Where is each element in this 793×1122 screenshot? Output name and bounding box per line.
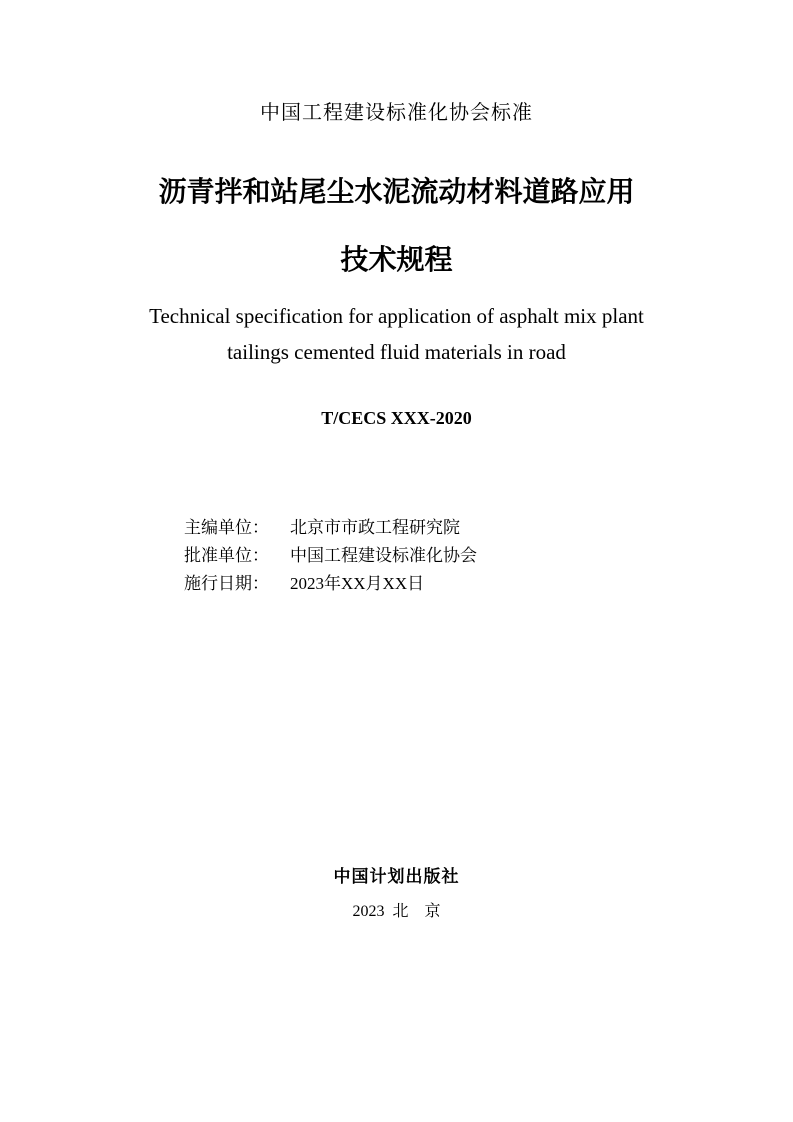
info-row-effective-date bbox=[184, 570, 477, 598]
info-value: 北京市市政工程研究院 bbox=[290, 518, 460, 537]
standard-series-title: 中国工程建设标准化协会标准 bbox=[260, 100, 533, 124]
standard-code: T/CECS XXX-2020 bbox=[321, 408, 472, 428]
info-row-editor bbox=[184, 514, 477, 542]
publisher-name: 中国计划出版社 bbox=[333, 867, 460, 887]
document-title-line-1: 沥青拌和站尾尘水泥流动材料道路应用 bbox=[158, 175, 635, 208]
english-title-line-2: tailings cemented fluid materials in road bbox=[227, 340, 566, 364]
info-row-approver bbox=[184, 542, 477, 570]
publication-place-year: 2023 北 京 bbox=[352, 903, 441, 920]
info-label: 主编单位： bbox=[184, 518, 269, 537]
info-value: 2023年XX月XX日 bbox=[290, 574, 425, 593]
info-label: 批准单位： bbox=[184, 546, 269, 565]
document-title-line-2: 技术规程 bbox=[340, 243, 453, 276]
info-value: 中国工程建设标准化协会 bbox=[290, 546, 477, 565]
issuance-info bbox=[184, 514, 477, 598]
info-label: 施行日期： bbox=[184, 574, 269, 593]
english-title-line-1: Technical specification for application of asphalt mix plant bbox=[149, 304, 644, 328]
